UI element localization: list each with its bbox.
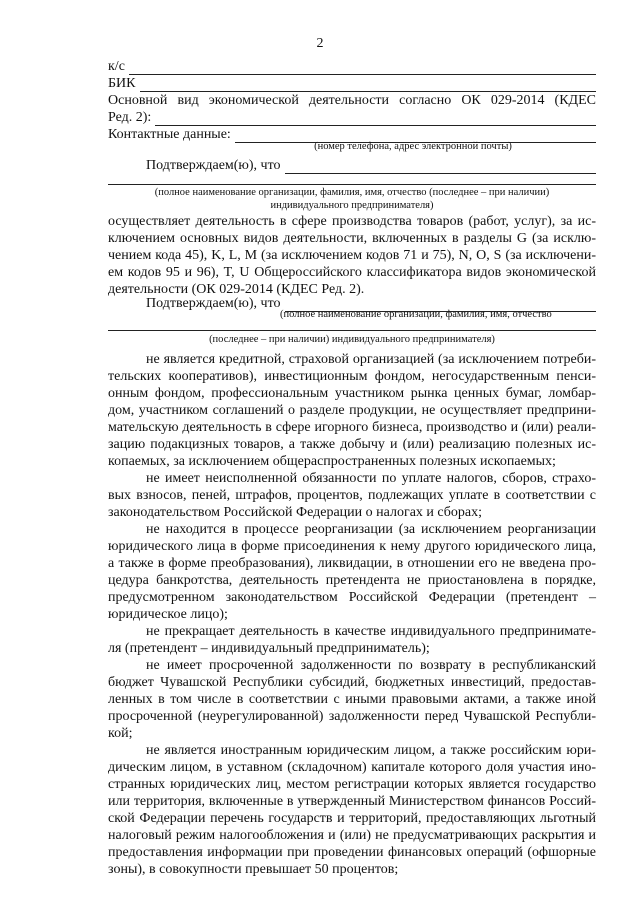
condition-3-line: предусмотренном законодательством Российской Федерации (претендент – [108, 590, 596, 605]
okved-line-1: Основной вид экономической деятельности согласно ОК 029-2014 (КДЕС [108, 93, 596, 108]
condition-3-line: а также в форме преобразования), ликвидации, в отношении его не введена про- [108, 556, 596, 571]
okved-blank-line[interactable] [155, 112, 596, 126]
okved-field [108, 109, 596, 126]
condition-2-line: законодательством Российской Федерации о налогах и сборах; [108, 505, 483, 520]
bik-label: БИК [108, 76, 136, 91]
condition-1-line: дом, участником соглашений о разделе продукции, не осуществляет предприни- [108, 403, 596, 418]
confirm1-paragraph-line: деятельности (ОК 029-2014 (КДЕС Ред. 2). [108, 282, 365, 297]
condition-1-line: зацию подакцизных товаров, а также добычу и (или) реализацию полезных ис- [108, 437, 596, 452]
condition-6-line: или территория, включенные в утвержденный Министерством финансов Россий- [108, 794, 596, 809]
confirm2-caption-2: (последнее – при наличии) индивидуального предпринимателя) [209, 334, 495, 345]
condition-5-line: ленных в том числе в соответствии с иными правовыми актами, а также иной [108, 692, 596, 707]
condition-5-line: не имеет просроченной задолженности по возврату в республиканский [146, 658, 596, 673]
condition-1-line: тельских кооперативов), инвестиционным фондом, негосударственным пенси- [108, 369, 596, 384]
condition-6-line: дическим лицом, в уставном (складочном) капитале которого доля участия ино- [108, 760, 596, 775]
confirm1-full-line[interactable] [108, 184, 596, 185]
condition-1-line: мательскую деятельность в сфере игорного бизнеса, производство и (или) реали- [108, 420, 596, 435]
confirm1-paragraph-line: ключением основных видов деятельности, включенных в разделы G (за исклю- [108, 231, 596, 246]
bik-blank-line[interactable] [140, 78, 597, 92]
condition-6-line: не является иностранным юридическим лицом, а также российским юри- [146, 743, 596, 758]
page-number: 2 [316, 36, 324, 51]
condition-4-line: не прекращает деятельность в качестве индивидуального предпринимате- [146, 624, 596, 639]
confirm1-caption-2: индивидуального предпринимателя) [270, 200, 434, 211]
condition-2-line: вых взносов, пеней, штрафов, процентов, подлежащих уплате в соответствии с [108, 488, 596, 503]
condition-2-line: не имеет неисполненной обязанности по уплате налогов, сборов, страхо- [146, 471, 596, 486]
confirm1-paragraph-line: ем кодов 95 и 96), T, U Общероссийского классификатора видов экономической [108, 265, 596, 280]
contact-label: Контактные данные: [108, 127, 231, 142]
condition-1-line: копаемых, за исключением общераспространенных полезных ископаемых; [108, 454, 556, 469]
confirm2-full-line[interactable] [108, 330, 596, 331]
condition-1-line: онным фондом, профессиональным участником рынка ценных бумаг, ломбар- [108, 386, 596, 401]
condition-4-line: ля (претендент – индивидуальный предприниматель); [108, 641, 430, 656]
condition-6-line: ской Федерации перечень государств и территорий, предоставляющих льготный [108, 811, 596, 826]
condition-6-line: предоставления информации при проведении финансовых операций (офшорные [108, 845, 596, 860]
condition-5-line: просроченной (неурегулированной) задолженности перед Чувашской Республи- [108, 709, 596, 724]
confirm1-paragraph-line: осуществляет деятельность в сфере производства товаров (работ, услуг), за ис- [108, 214, 596, 229]
condition-5-line: бюджет Чувашской Республики субсидий, бюджетных инвестиций, предостав- [108, 675, 596, 690]
condition-6-line: налоговый режим налогообложения и (или) не предусматривающих раскрытия и [108, 828, 596, 843]
confirm1-paragraph-line: чением кода 45), K, L, M (за исключением кодов 71 и 75), N, O, S (за исключени- [108, 248, 596, 263]
confirm2-label: Подтверждаем(ю), что [146, 296, 281, 311]
condition-3-line: юридического лица в форме присоединения к нему другого юридического лица, [108, 539, 596, 554]
okved-label: Ред. 2): [108, 110, 152, 125]
ks-field [108, 58, 596, 75]
condition-3-line: юридическое лицо); [108, 607, 228, 622]
ks-blank-line[interactable] [129, 61, 596, 75]
contact-caption: (номер телефона, адрес электронной почты) [314, 141, 512, 152]
condition-6-line: странных юридических лиц, местом регистрации которых является государство [108, 777, 596, 792]
bik-field [108, 75, 596, 92]
ks-label: к/с [108, 59, 125, 74]
confirm2-caption-1: (полное наименование организации, фамилия, имя, отчество [280, 309, 552, 320]
condition-1-line: не является кредитной, страховой организацией (за исключением потреби- [146, 352, 596, 367]
condition-6-line: зоны), в совокупности превышает 50 процентов; [108, 862, 399, 877]
condition-5-line: кой; [108, 726, 133, 741]
confirm1-caption-1: (полное наименование организации, фамилия, имя, отчество (последнее – при наличии) [154, 187, 550, 198]
condition-3-line: цедура банкротства, деятельность претендента не приостановлена в порядке, [108, 573, 596, 588]
confirm1-label: Подтверждаем(ю), что [146, 158, 281, 173]
confirm1-field [146, 157, 596, 174]
condition-3-line: не находится в процессе реорганизации (за исключением реорганизации [146, 522, 596, 537]
confirm1-blank-line[interactable] [285, 160, 596, 174]
